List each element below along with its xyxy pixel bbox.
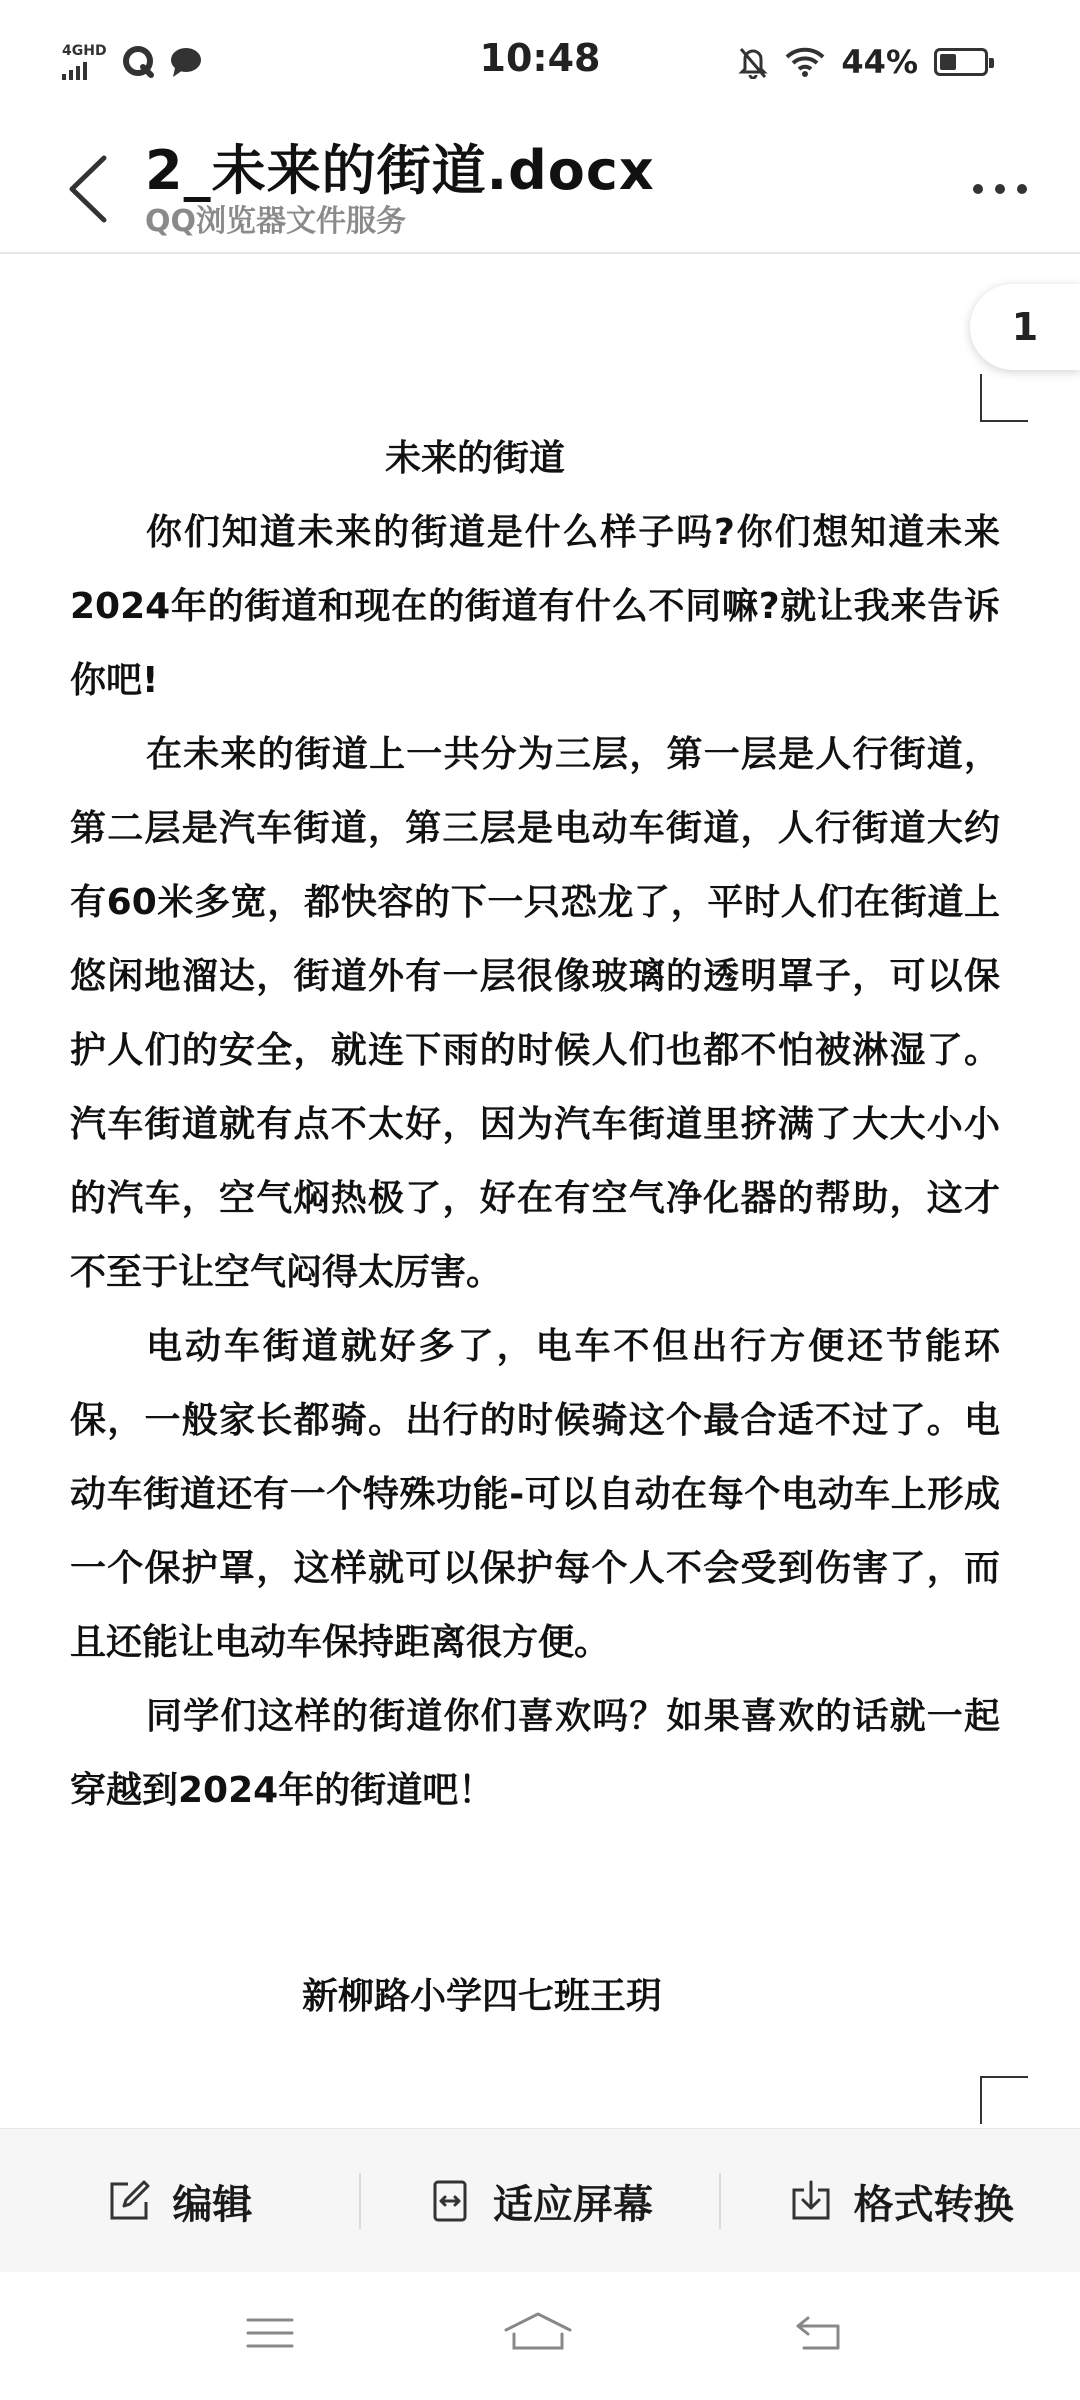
document-viewer[interactable] xyxy=(0,254,1080,2128)
wifi-icon xyxy=(785,46,825,78)
home-icon[interactable] xyxy=(500,2308,576,2358)
page-number-badge[interactable]: 1 xyxy=(970,284,1080,370)
battery-percent: 44% xyxy=(841,43,918,81)
paragraph: 电动车街道就好多了，电车不但出行方便还节能环保，一般家长都骑。出行的时候骑这个最合适不过了。电动车街道还有一个特殊功能-可以自动在每个电动车上形成一个保护罩，这样就可以保护每个人不会受到伤害了，而且还能让电动车保持距离很方便。 xyxy=(70,1326,1000,1663)
system-nav-bar xyxy=(0,2272,1080,2400)
edit-label: 编辑 xyxy=(172,2181,253,2228)
document-signature: 新柳路小学四七班王玥 xyxy=(302,1976,663,2017)
edit-icon xyxy=(106,2178,152,2224)
dot-icon xyxy=(1017,184,1027,194)
battery-icon xyxy=(934,48,988,76)
document-subtitle: QQ浏览器文件服务 xyxy=(145,204,407,239)
fit-screen-button[interactable] xyxy=(361,2129,720,2273)
status-bar xyxy=(0,0,1080,120)
status-right xyxy=(737,40,988,84)
network-label: 4GHD xyxy=(62,43,107,59)
download-convert-icon xyxy=(788,2178,834,2224)
back-icon[interactable] xyxy=(790,2308,850,2358)
dot-icon xyxy=(995,184,1005,194)
back-arrow-icon[interactable] xyxy=(58,144,118,234)
bottom-toolbar xyxy=(0,2128,1080,2273)
document-body xyxy=(70,422,1000,2034)
app-header xyxy=(0,120,1080,254)
more-options-button[interactable] xyxy=(970,174,1030,204)
clock: 10:48 xyxy=(479,36,601,80)
paragraph: 你们知道未来的街道是什么样子吗?你们想知道未来2024年的街道和现在的街道有什么不同嘛?就让我来告诉你吧! xyxy=(70,512,1000,701)
document-title: 2_未来的街道.docx xyxy=(145,139,655,202)
edit-button[interactable] xyxy=(0,2129,359,2273)
document-heading: 未来的街道 xyxy=(384,438,565,479)
paragraph: 同学们这样的街道你们喜欢吗？如果喜欢的话就一起穿越到2024年的街道吧！ xyxy=(70,1696,1000,1811)
dot-icon xyxy=(973,184,983,194)
fit-screen-label: 适应屏幕 xyxy=(493,2181,653,2228)
format-convert-label: 格式转换 xyxy=(853,2181,1014,2228)
menu-icon[interactable] xyxy=(240,2308,300,2358)
mute-bell-icon xyxy=(737,45,769,79)
page-corner-mark-top xyxy=(980,374,1028,422)
page-corner-mark-bottom xyxy=(980,2076,1028,2124)
fit-screen-icon xyxy=(427,2178,473,2224)
paragraph: 在未来的街道上一共分为三层，第一层是人行街道，第二层是汽车街道，第三层是电动车街道，人行街道大约有60米多宽，都快容的下一只恐龙了，平时人们在街道上悠闲地溜达，街道外有一层很像玻璃的透明罩子，可以保护人们的安全，就连下雨的时候人们也都不怕被淋湿了。汽车街道就有点不太好，因为汽车街道里挤满了大大小小的汽车，空气焖热极了，好在有空气净化器的帮助，这才不至于让空气闷得太厉害。 xyxy=(70,734,1000,1293)
format-convert-button[interactable] xyxy=(721,2129,1080,2273)
